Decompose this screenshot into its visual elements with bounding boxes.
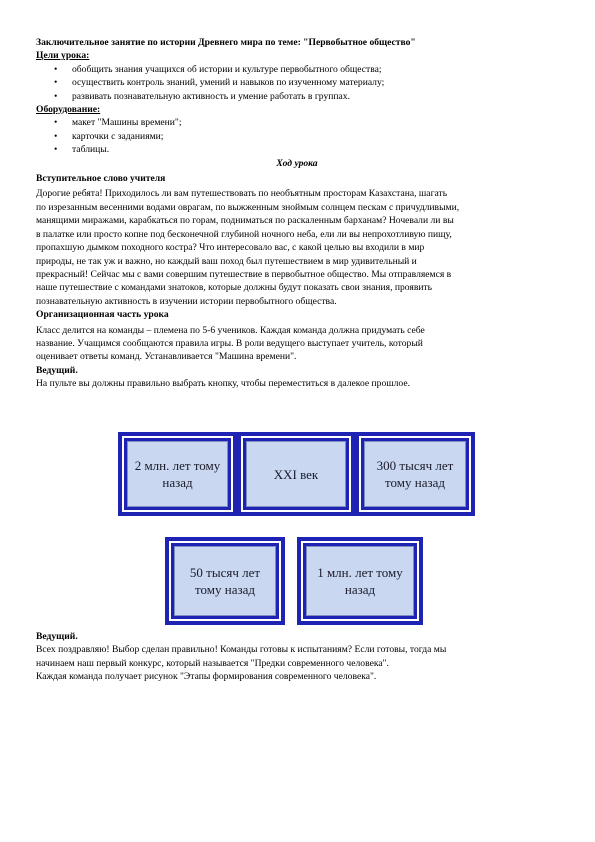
time-button-2mln[interactable] xyxy=(118,432,237,516)
button-label: XXI век xyxy=(246,441,346,507)
time-button-50k[interactable] xyxy=(165,537,285,625)
goals-list xyxy=(36,63,558,103)
document-title: Заключительное занятие по истории Древнего мира по теме: "Первобытное общество" xyxy=(36,37,416,48)
time-button-300k[interactable] xyxy=(355,432,475,516)
intro-line: манящими миражами, карабкаться по горам, подниматься по раскаленным барханам? Ночевали ли вы xyxy=(36,215,454,227)
host-text: На пульте вы должны правильно выбрать кнопку, чтобы переместиться в далекое прошлое. xyxy=(36,378,410,390)
button-label: 2 млн. лет тому назад xyxy=(127,441,228,507)
intro-line: познавательную активность в изучении истории первобытного общества. xyxy=(36,295,337,307)
org-line: название. Учащимся сообщаются правила игры. В роли ведущего выступает учитель, который xyxy=(36,337,423,349)
host-heading: Ведущий. xyxy=(36,631,78,642)
equipment-item: • таблицы. xyxy=(36,143,558,156)
equipment-item: • карточки с заданиями; xyxy=(36,130,558,143)
org-paragraph xyxy=(36,324,558,364)
goals-heading: Цели урока: xyxy=(36,50,90,62)
time-button-21-century[interactable] xyxy=(237,432,355,516)
button-label: 50 тысяч лет тому назад xyxy=(174,546,276,616)
intro-heading: Вступительное слово учителя xyxy=(36,173,166,185)
host-paragraph xyxy=(36,643,558,683)
closing-section xyxy=(36,630,558,684)
lesson-flow-title: Ход урока xyxy=(276,157,318,169)
intro-line: в палатке или просто копне под бесконечной глубиной ночного неба, ели ли вы непрохотливую пищу, xyxy=(36,228,452,240)
intro-line: Дорогие ребята! Приходилось ли вам путешествовать по необъятным просторам Казахстана, шагать xyxy=(36,188,448,200)
equipment-item: • макет "Машины времени"; xyxy=(36,116,558,129)
time-button-1mln[interactable] xyxy=(297,537,423,625)
intro-line: по изрезанным весенними водами оврагам, по выжженным зноймым солнцем пескам с причудливыми, xyxy=(36,201,460,213)
host-line: Всех поздравляю! Выбор сделан правильно! Команды готовы к испытаниям? Если готовы, тогда мы xyxy=(36,644,447,656)
host-line: Каждая команда получает рисунок "Этапы формирования современного человека". xyxy=(36,671,377,683)
document-body xyxy=(36,36,558,391)
host-line: начинаем наш первый конкурс, который называется "Предки современного человека". xyxy=(36,657,389,669)
org-line: оценивает ответы команд. Устанавливается "Машина времени". xyxy=(36,351,297,363)
intro-line: наше путешествие с командами знатоков, которые должны будут показать свои знания, проявить xyxy=(36,282,433,294)
button-label: 1 млн. лет тому назад xyxy=(306,546,414,616)
host-heading: Ведущий. xyxy=(36,364,78,376)
intro-line: прекрасный! Сейчас мы с вами совершим путешествие в первобытное общество. Мы отправляемся в xyxy=(36,268,452,280)
equipment-list xyxy=(36,116,558,156)
equipment-heading: Оборудование: xyxy=(36,104,101,116)
button-label: 300 тысяч лет тому назад xyxy=(364,441,466,507)
intro-line: пропахшую дымком походного костра? Что интересовало вас, с какой целью вы входили в мир xyxy=(36,242,425,254)
goal-item: • осуществить контроль знаний, умений и навыков по изученному материалу; xyxy=(36,76,558,89)
intro-line: природы, не так уж и важно, но каждый ваш поход был путешествием в мир удивительный и xyxy=(36,255,417,267)
intro-paragraph xyxy=(36,187,558,308)
org-line: Класс делится на команды – племена по 5-6 учеников. Каждая команда должна придумать себе xyxy=(36,324,425,336)
org-heading: Организационная часть урока xyxy=(36,309,169,321)
goal-item: • обобщить знания учащихся об истории и культуре первобытного общества; xyxy=(36,63,558,76)
goal-item: • развивать познавательную активность и умение работать в группах. xyxy=(36,90,558,103)
